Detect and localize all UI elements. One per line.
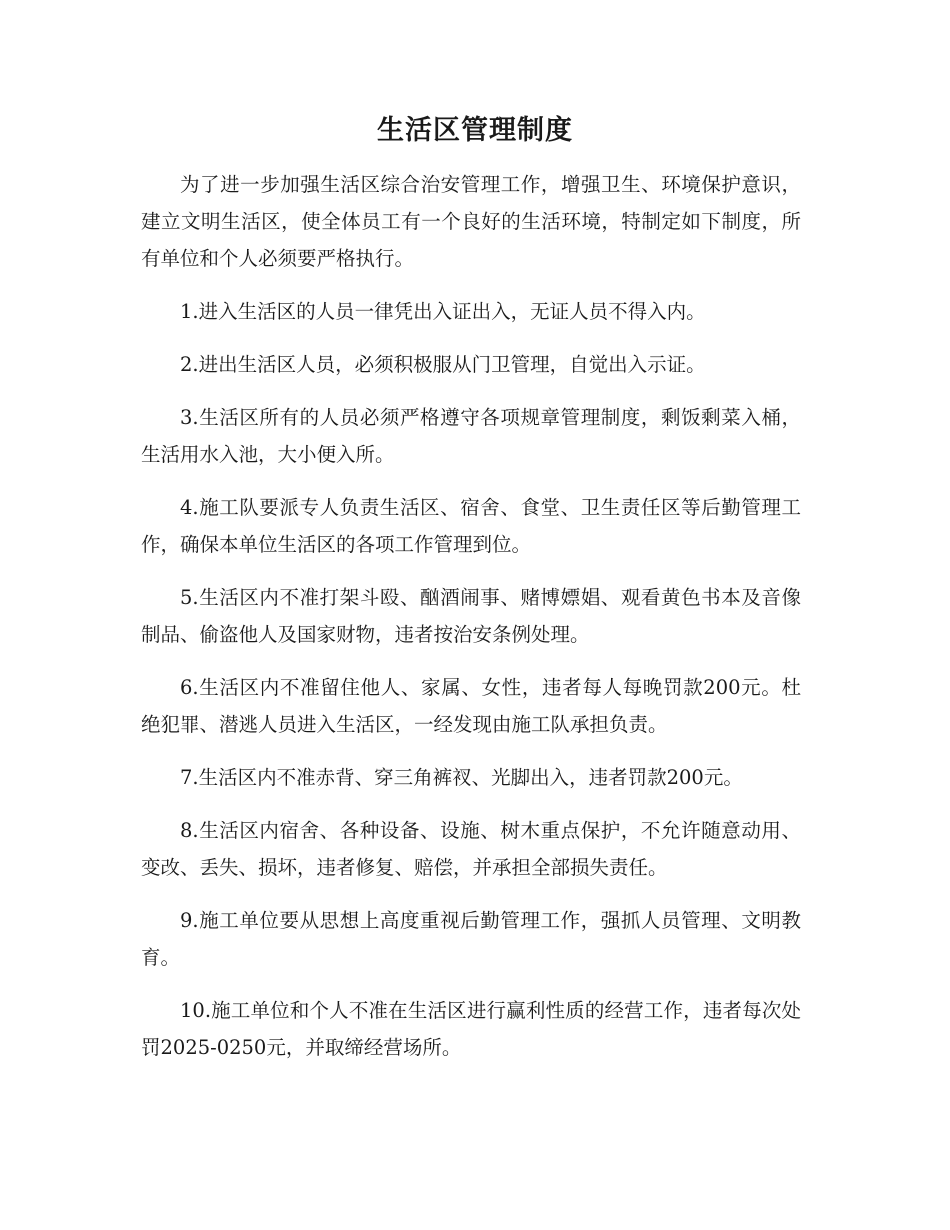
rule-text: 施工队要派专人负责生活区、宿舍、食堂、卫生责任区等后勤管理工作，确保本单位生活区的各项工作管理到位。 — [141, 496, 801, 556]
rule-number: 6. — [180, 676, 199, 699]
rule-item — [141, 669, 801, 743]
rule-text: 生活区内宿舍、各种设备、设施、树木重点保护，不允许随意动用、变改、丢失、损坏，违者修复、赔偿，并承担全部损失责任。 — [141, 819, 801, 879]
document-title: 生活区管理制度 — [377, 115, 573, 146]
rule-item — [141, 759, 801, 796]
rule-number: 2. — [180, 353, 199, 376]
rule-number: 10. — [180, 999, 212, 1022]
rule-text: 进出生活区人员，必须积极服从门卫管理，自觉出入示证。 — [198, 353, 706, 376]
rule-text: 生活区内不准赤背、穿三角裤衩、光脚出入，违者罚款200元。 — [198, 766, 743, 789]
rule-number: 7. — [180, 766, 199, 789]
rule-text: 进入生活区的人员一律凭出入证出入，无证人员不得入内。 — [198, 300, 706, 323]
rule-number: 8. — [180, 819, 199, 842]
rule-item — [141, 812, 801, 886]
rule-text: 生活区内不准打架斗殴、酗酒闹事、赌博嫖娼、观看黄色书本及音像制品、偷盗他人及国家财物，违者按治安条例处理。 — [141, 586, 801, 646]
document-body — [141, 166, 801, 1082]
rule-text: 施工单位要从思想上高度重视后勤管理工作，强抓人员管理、文明教育。 — [141, 909, 801, 969]
rule-number: 9. — [180, 909, 199, 932]
rule-item — [141, 992, 801, 1066]
rule-text: 施工单位和个人不准在生活区进行赢利性质的经营工作，违者每次处罚2025-0250元，并取缔经营场所。 — [141, 999, 801, 1059]
rule-text: 生活区内不准留住他人、家属、女性，违者每人每晚罚款200元。杜绝犯罪、潜逃人员进入生活区，一经发现由施工队承担负责。 — [141, 676, 801, 736]
rule-item — [141, 489, 801, 563]
rule-item — [141, 346, 801, 383]
rule-number: 1. — [180, 300, 199, 323]
rule-item — [141, 579, 801, 653]
rule-number: 3. — [180, 406, 199, 429]
rule-item — [141, 293, 801, 330]
rule-number: 4. — [180, 496, 199, 519]
rule-item — [141, 902, 801, 976]
rule-text: 生活区所有的人员必须严格遵守各项规章管理制度，剩饭剩菜入桶，生活用水入池，大小便入所。 — [141, 406, 801, 466]
rule-item — [141, 399, 801, 473]
rule-number: 5. — [180, 586, 199, 609]
intro-paragraph: 为了进一步加强生活区综合治安管理工作，增强卫生、环境保护意识，建立文明生活区，使全体员工有一个良好的生活环境，特制定如下制度，所有单位和个人必须要严格执行。 — [141, 173, 801, 270]
